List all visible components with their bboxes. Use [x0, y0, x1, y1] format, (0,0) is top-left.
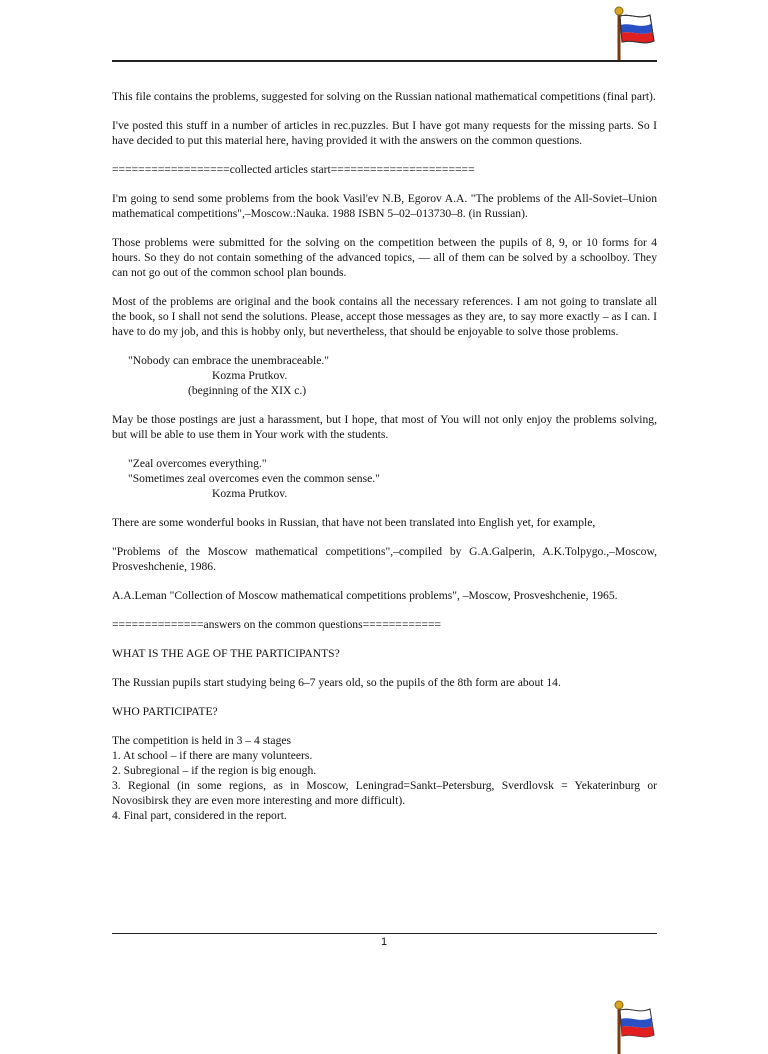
quote-zeal [112, 456, 657, 501]
list-item: 2. Subregional – if the region is big enough. [112, 764, 317, 777]
quote-author: Kozma Prutkov. [212, 487, 288, 500]
paragraph-going-to-send: I'm going to send some problems from the book Vasil'ev N.B, Egorov A.A. "The problems of the All-Soviet–Union mathematical competitions",–Moscow.:Nauka. 1988 ISBN 5–02–013730–8. (in Russian). [112, 192, 657, 220]
paragraph-book-leman: A.A.Leman "Collection of Moscow mathematical competitions problems", –Moscow, Prosveshchenie, 1965. [112, 589, 618, 602]
quote-line: "Zeal overcomes everything." [128, 457, 267, 470]
paragraph-intro: This file contains the problems, suggested for solving on the Russian national mathematical competitions (final part). [112, 90, 656, 103]
russian-flag-icon [608, 1000, 660, 1054]
footer-rule [112, 933, 657, 934]
list-item: 1. At school – if there are many volunteers. [112, 749, 313, 762]
paragraph-book-galperin: "Problems of the Moscow mathematical competitions",–compiled by G.A.Galperin, A.K.Tolpygo.,–Moscow, Prosveshchenie, 1986. [112, 545, 657, 573]
paragraph-harassment: May be those postings are just a harassment, but I hope, that most of You will not only enjoy the problems solving, but will be able to use them in Your work with the students. [112, 413, 657, 441]
quote-date: (beginning of the XIX c.) [188, 384, 307, 397]
separator-answers: ==============answers on the common questions============ [112, 618, 442, 631]
header-rule [112, 60, 657, 62]
stages-list [112, 748, 657, 823]
document-body [112, 89, 657, 823]
list-item: 3. Regional (in some regions, as in Moscow, Leningrad=Sankt–Petersburg, Sverdlovsk = Yekaterinburg or Novosibirsk they are even more interesting and more difficult). [112, 779, 657, 807]
quote-line: "Nobody can embrace the unembraceable." [128, 354, 329, 367]
paragraph-original: Most of the problems are original and the book contains all the necessary references. I am not going to translate all the book, so I shall not send the solutions. Please, accept those messages as they are, to say more exactly – as I can. I have to do my job, and this is hobby only, but nevertheless, that should be enjoyable to solve those problems. [112, 295, 657, 338]
question-age: WHAT IS THE AGE OF THE PARTICIPANTS? [112, 647, 340, 660]
paragraph-submitted: Those problems were submitted for the solving on the competition between the pupils of 8, 9, or 10 forms for 4 hours. So they do not contain something of the advanced topics, — all of them can be solved by a schoolboy. They can not go out of the common school plan bounds. [112, 236, 657, 279]
separator-articles-start: ==================collected articles start====================== [112, 163, 475, 176]
page-number: 1 [380, 936, 388, 948]
quote-nobody-can-embrace [112, 353, 657, 398]
question-who-participate: WHO PARTICIPATE? [112, 705, 218, 718]
quote-author: Kozma Prutkov. [212, 369, 288, 382]
paragraph-posted: I've posted this stuff in a number of articles in rec.puzzles. But I have got many requests for the missing parts. So I have decided to put this material here, having provided it with the answers on the common questions. [112, 119, 657, 147]
quote-line: "Sometimes zeal overcomes even the common sense." [128, 472, 380, 485]
russian-flag-icon [608, 6, 660, 60]
answer-who-intro: The competition is held in 3 – 4 stages [112, 734, 292, 747]
answer-age: The Russian pupils start studying being 6–7 years old, so the pupils of the 8th form are about 14. [112, 676, 561, 689]
list-item: 4. Final part, considered in the report. [112, 809, 287, 822]
paragraph-wonderful-books: There are some wonderful books in Russian, that have not been translated into English yet, for example, [112, 516, 596, 529]
